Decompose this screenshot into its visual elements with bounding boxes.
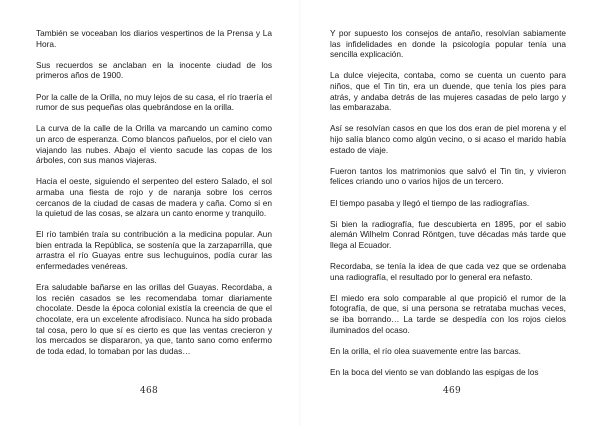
right-page: [300, 0, 600, 425]
paragraph: Por la calle de la Orilla, no muy lejos de su casa, el río traería el rumor de sus pequeñas olas quebrándose en la orilla.: [36, 91, 272, 113]
paragraph: El miedo era solo comparable al que propició el rumor de la fotografía, de que, si una persona se retrataba muchas veces, se iba borrando… La tarde se despedía con los rojos cielos iluminados del ocaso.: [330, 292, 566, 335]
paragraph: Fueron tantos los matrimonios que salvó el Tin tin, y vivieron felices criando uno o varios hijos de un tercero.: [330, 165, 566, 187]
left-page-body: [36, 28, 272, 367]
paragraph: Era saludable bañarse en las orillas del Guayas. Recordaba, a los recién casados se les recomendaba tomar diariamente chocolate. Desde la época colonial existía la creencia de que el chocolate, era un excelente afrodisíaco. Nunca ha sido probada tal cosa, pero lo que sí es cierto es que las ventas crecieron y los mercados se dispararon, ya que, tanto sano como enfermo de toda edad, lo tomaban por las dudas…: [36, 282, 272, 356]
page-number: 469: [443, 386, 462, 396]
paragraph: Si bien la radiografía, fue descubierta en 1895, por el sabio alemán Wilhelm Conrad Röntgen, tuve décadas más tarde que llega al Ecuador.: [330, 218, 566, 250]
right-page-body: [330, 28, 566, 388]
paragraph: Recordaba, se tenía la idea de que cada vez que se ordenaba una radiografía, el resultado por lo general era nefasto.: [330, 261, 566, 282]
paragraph: En la orilla, el río olea suavemente entre las barcas.: [330, 345, 521, 356]
paragraph: La curva de la calle de la Orilla va marcando un camino como un arco de esperanza. Como blancos pañuelos, por el cielo van viajando las nubes. Abajo el viento sacude las copas de los árboles, con sus manos viajeras.: [36, 123, 272, 166]
paragraph: La dulce viejecita, contaba, como se cuenta un cuento para niños, que el Tin tin, era un duende, que tenía los pies para atrás, y andaba detrás de las mujeres casadas de pelo largo y las embarazaba.: [330, 70, 566, 113]
paragraph: El tiempo pasaba y llegó el tiempo de las radiografías.: [330, 197, 530, 208]
paragraph: Sus recuerdos se anclaban en la inocente ciudad de los primeros años de 1900.: [36, 59, 272, 81]
paragraph: Hacia el oeste, siguiendo el serpenteo del estero Salado, el sol armaba una fiesta de rojo y de naranja sobre los cerros cercanos de la ciudad de casas de madera y caña. Como si en la quietud de las cosas, se alzara un canto enorme y tranquilo.: [36, 176, 272, 219]
paragraph: También se voceaban los diarios vespertinos de la Prensa y La Hora.: [36, 28, 272, 49]
paragraph: Así se resolvían casos en que los dos eran de piel morena y el hijo salía blanco como algún vecino, o si acaso el marido había estado de viaje.: [330, 123, 566, 155]
paragraph: En la boca del viento se van doblando las espigas de los: [330, 367, 539, 377]
page-number: 468: [140, 386, 159, 396]
paragraph: Y por supuesto los consejos de antaño, resolvían sabiamente las infidelidades en donde la psicología popular tenía una sencilla explicación.: [330, 28, 566, 60]
paragraph: El río también traía su contribución a la medicina popular. Aun bien entrada la República, se sostenía que la zarzaparrilla, que arrastra el río Guayas entre sus lechuguinos, podía curar las enfermedades venéreas.: [36, 229, 272, 272]
